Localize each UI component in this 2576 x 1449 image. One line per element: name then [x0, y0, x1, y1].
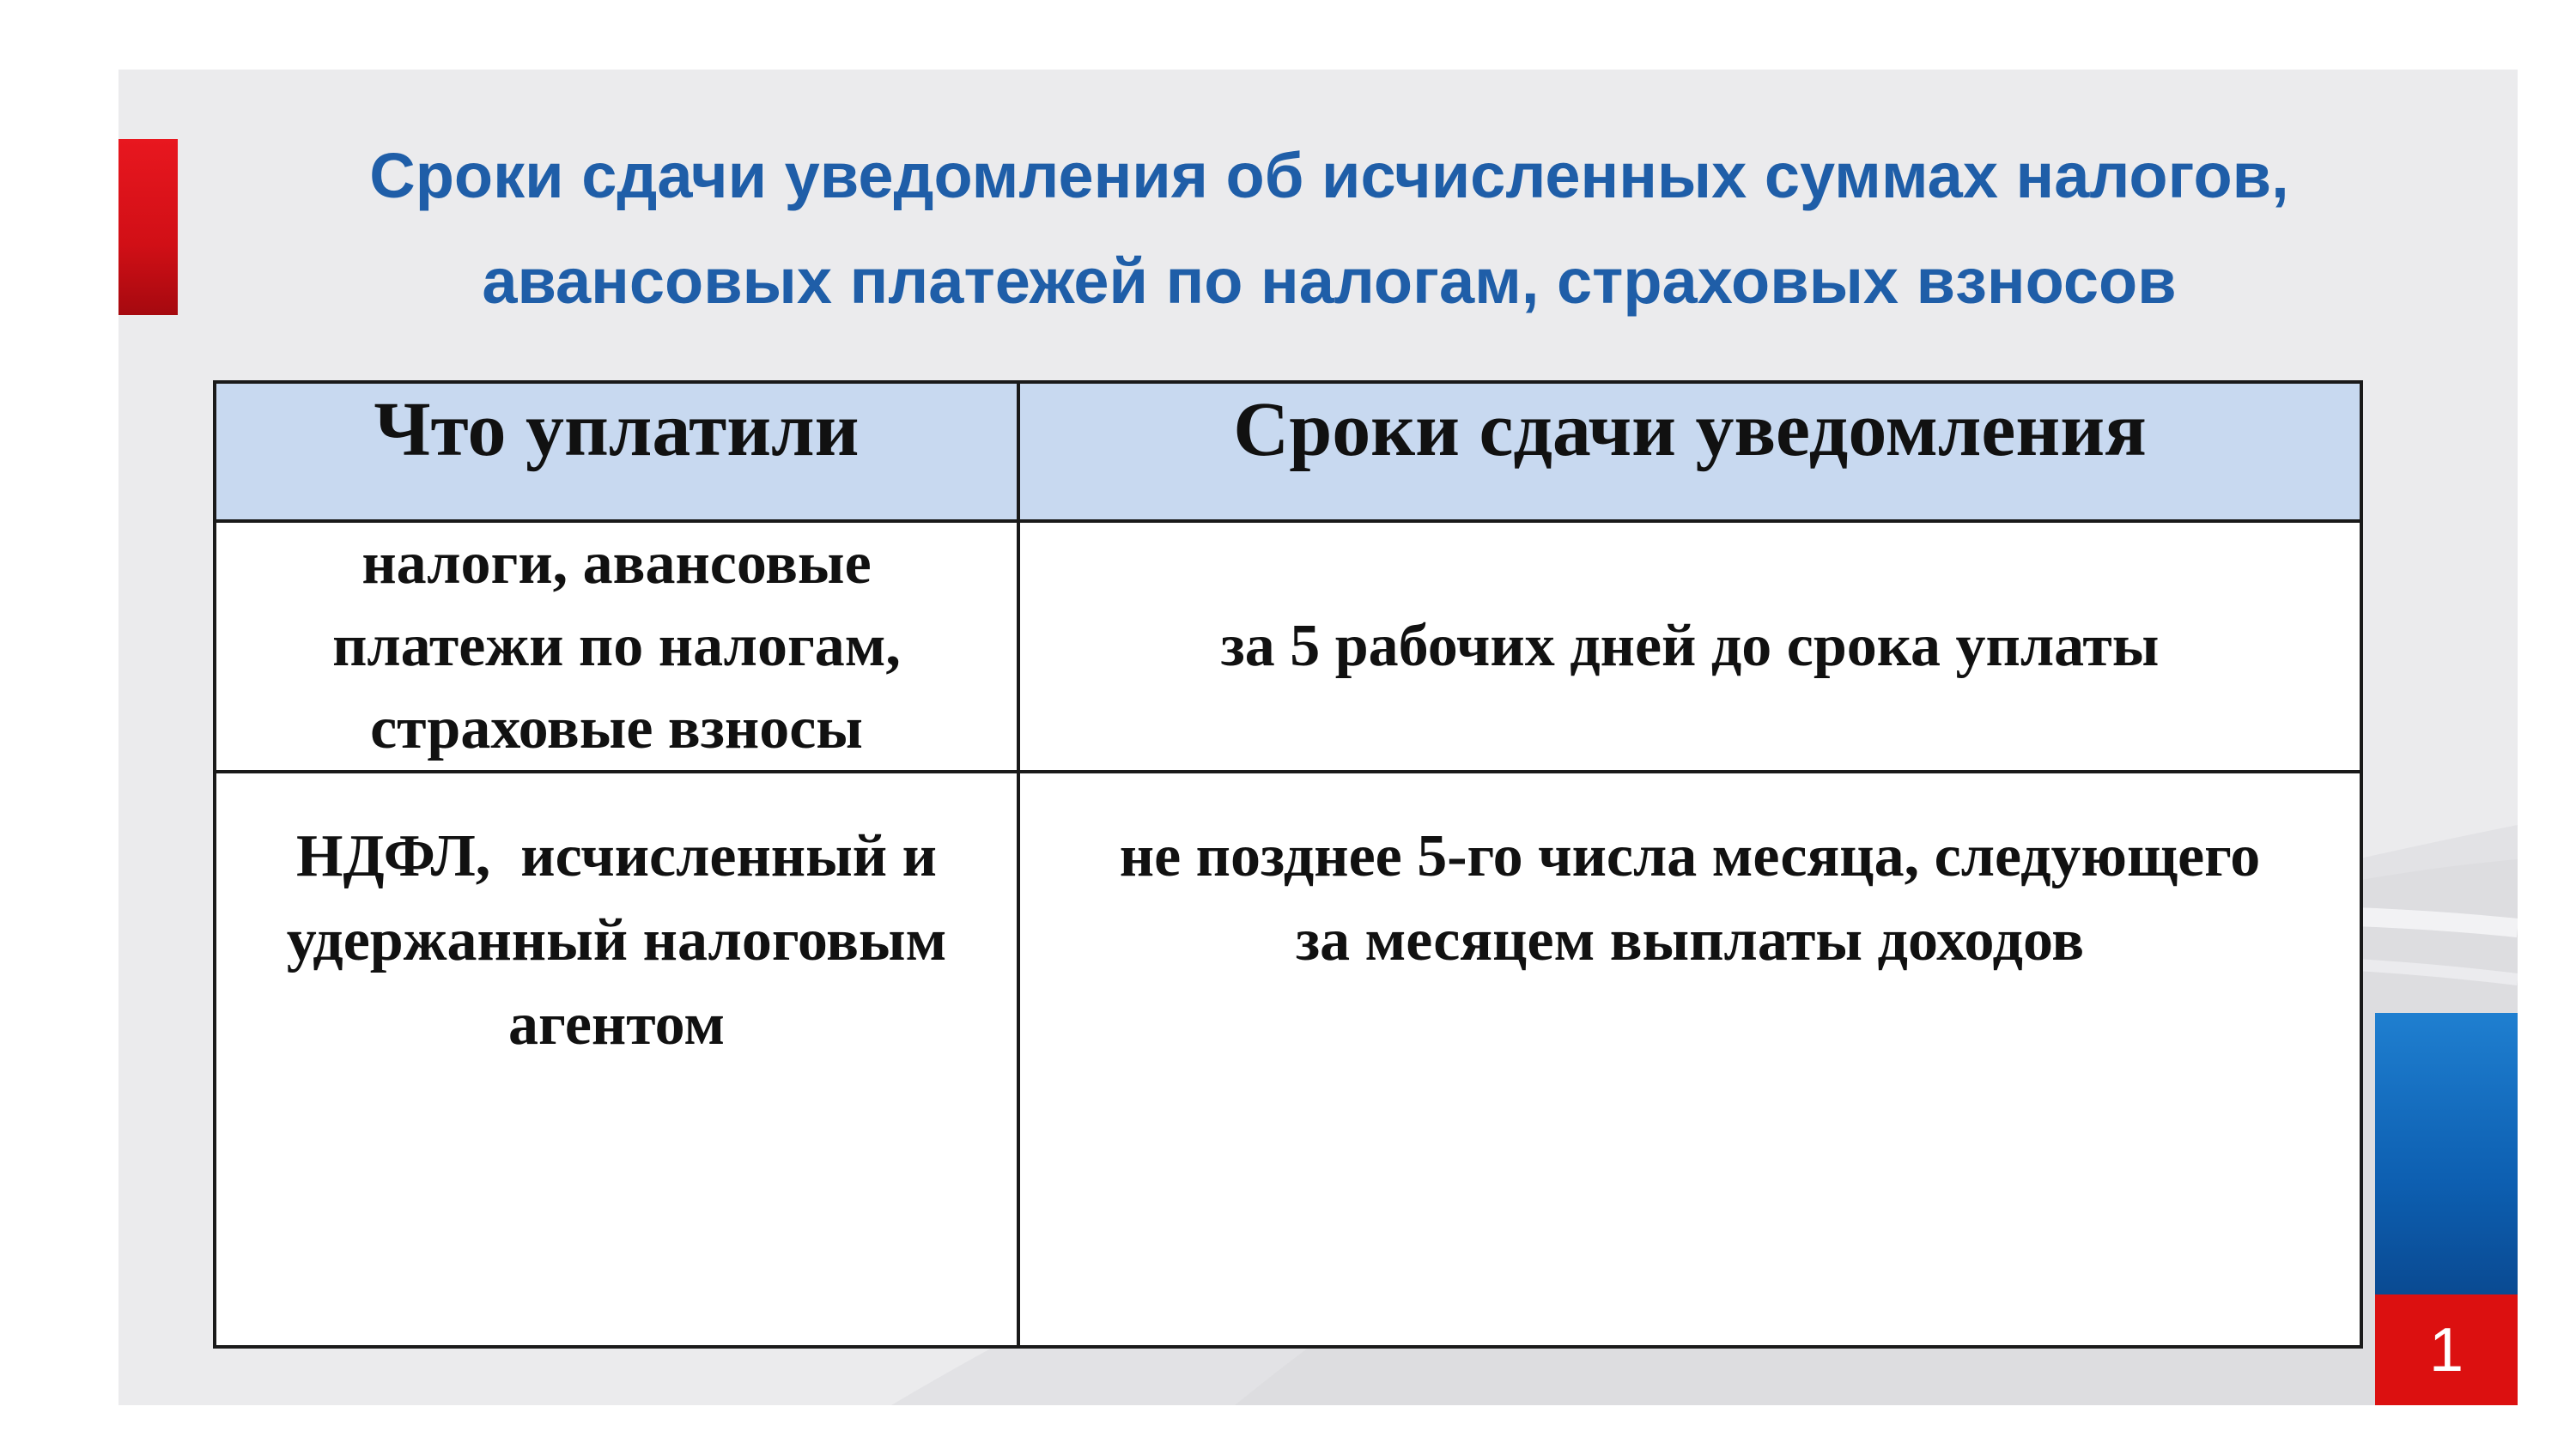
header-what-paid: Что уплатили — [215, 382, 1018, 521]
cell-text-line: за месяцем выплаты доходов — [1296, 907, 2084, 973]
cell-text-line: НДФЛ, исчисленный и — [296, 823, 937, 889]
table-row — [215, 521, 2361, 772]
deadlines-table — [213, 380, 2363, 1349]
header-deadline: Сроки сдачи уведомления — [1018, 382, 2361, 521]
page-number-badge: 1 — [2375, 1294, 2518, 1405]
cell-text-line: страховые взносы — [370, 695, 863, 761]
cell-what-paid — [215, 521, 1018, 772]
red-accent-bar — [118, 139, 178, 315]
slide-title — [256, 123, 2403, 334]
slide-title-line-2: авансовых платежей по налогам, страховых взносов — [482, 246, 2177, 317]
cell-text-line: не позднее 5-го числа месяца, следующего — [1119, 823, 2261, 889]
table-row — [215, 772, 2361, 1347]
cell-deadline — [1018, 772, 2361, 1347]
slide — [118, 70, 2518, 1405]
cell-text-line: агентом — [507, 991, 726, 1058]
cell-text-line: платежи по налогам, — [332, 613, 901, 679]
cell-text-line: удержанный налоговым — [286, 907, 947, 973]
table-header-row — [215, 382, 2361, 521]
cell-text-line: за 5 рабочих дней до срока уплаты — [1220, 613, 2160, 679]
blue-accent-block — [2375, 1013, 2518, 1294]
cell-text-line: налоги, авансовые — [361, 530, 872, 597]
cell-deadline — [1018, 521, 2361, 772]
cell-what-paid — [215, 772, 1018, 1347]
slide-title-line-1: Сроки сдачи уведомления об исчисленных суммах налогов, — [369, 140, 2289, 211]
